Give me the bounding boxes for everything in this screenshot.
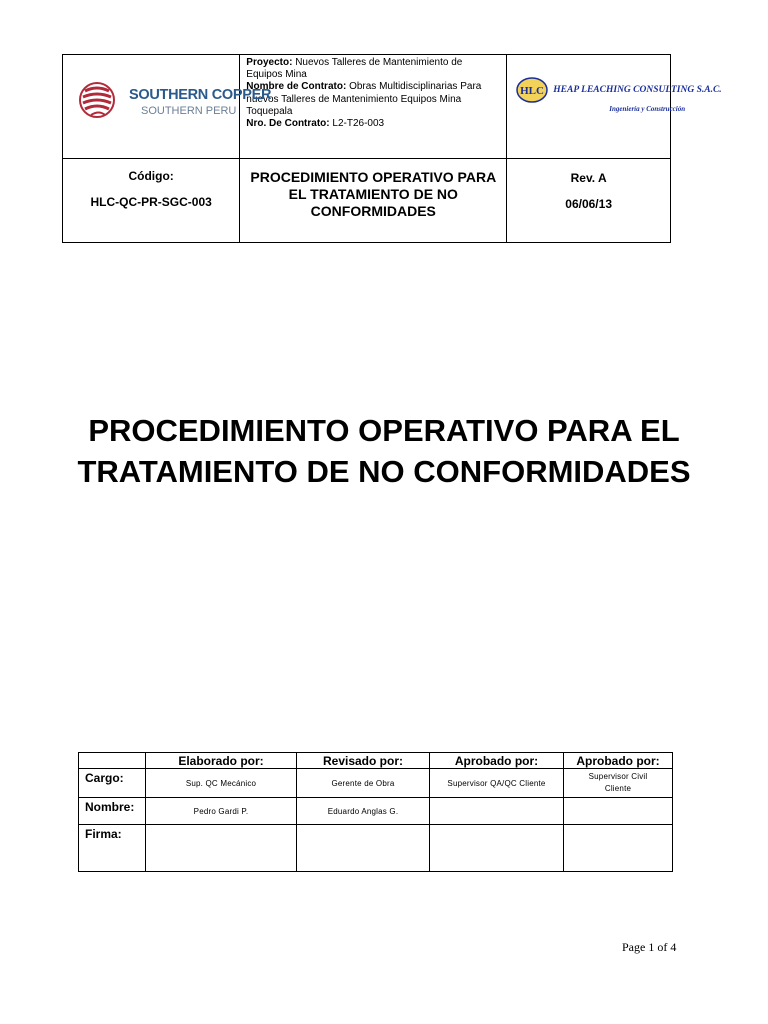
table-row — [79, 825, 673, 872]
project-info-cell — [240, 55, 507, 159]
hlc-logo — [515, 73, 722, 117]
hlc-company-name: HEAP LEACHING CONSULTING S.A.C. — [553, 85, 722, 95]
row-label-firma: Firma: — [79, 825, 146, 872]
revision-label: Rev. A — [570, 171, 607, 185]
revision-cell — [507, 159, 671, 243]
col-aprobado-2: Aprobado por: — [564, 753, 673, 769]
code-label: Código: — [128, 169, 174, 183]
southern-peru-name: SOUTHERN PERU — [141, 105, 237, 117]
project-label: Proyecto: — [246, 57, 293, 68]
hlc-abbr: HLC — [520, 85, 545, 97]
doc-title-cell — [240, 159, 507, 243]
southern-copper-logo-icon — [77, 77, 117, 123]
contract-number-label: Nro. De Contrato: — [246, 118, 330, 130]
nombre-aprobado-1 — [430, 798, 564, 825]
contract-number-value: L2-T26-003 — [332, 118, 385, 130]
project-value: Nuevos Talleres de Mantenimiento de Equipos Mina — [246, 57, 463, 81]
table-row — [79, 798, 673, 825]
firma-aprobado-2 — [564, 825, 673, 872]
hlc-logo-icon — [515, 75, 549, 105]
cargo-aprobado-2: Supervisor Civil Cliente — [564, 769, 673, 798]
revision-date: 06/06/13 — [565, 197, 612, 211]
hlc-tagline: Ingeniería y Construcción — [609, 105, 686, 113]
col-elaborado: Elaborado por: — [146, 753, 297, 769]
southern-copper-logo — [77, 77, 272, 127]
document-header-table — [62, 54, 722, 243]
signature-header-row — [79, 753, 673, 769]
contract-name-value: Obras Multidisciplinarias Para nuevos Talleres de Mantenimiento Equipos Mina Toquepala — [246, 81, 482, 117]
firma-revisado — [297, 825, 430, 872]
table-row — [79, 769, 673, 798]
code-cell — [63, 159, 240, 243]
firma-aprobado-1 — [430, 825, 564, 872]
main-title: PROCEDIMIENTO OPERATIVO PARA EL TRATAMIENTO DE NO CONFORMIDADES — [77, 413, 691, 489]
signature-table — [78, 752, 673, 872]
southern-copper-name: SOUTHERN COPPER — [129, 87, 272, 103]
firma-elaborado — [146, 825, 297, 872]
cargo-elaborado: Sup. QC Mecánico — [146, 769, 297, 798]
hlc-logo-cell — [507, 55, 722, 159]
row-label-cargo: Cargo: — [79, 769, 146, 798]
col-revisado: Revisado por: — [297, 753, 430, 769]
row-label-nombre: Nombre: — [79, 798, 146, 825]
col-aprobado-1: Aprobado por: — [430, 753, 564, 769]
doc-title: PROCEDIMIENTO OPERATIVO PARA EL TRATAMIENTO DE NO CONFORMIDADES — [250, 169, 497, 219]
contract-name-label: Nombre de Contrato: — [246, 81, 347, 93]
cargo-aprobado-1: Supervisor QA/QC Cliente — [430, 769, 564, 798]
cargo-revisado: Gerente de Obra — [297, 769, 430, 798]
signature-corner — [79, 753, 146, 769]
page-number: Page 1 of 4 — [622, 940, 677, 954]
nombre-revisado: Eduardo Anglas G. — [297, 798, 430, 825]
code-value: HLC-QC-PR-SGC-003 — [90, 195, 212, 209]
nombre-aprobado-2 — [564, 798, 673, 825]
nombre-elaborado: Pedro Gardi P. — [146, 798, 297, 825]
